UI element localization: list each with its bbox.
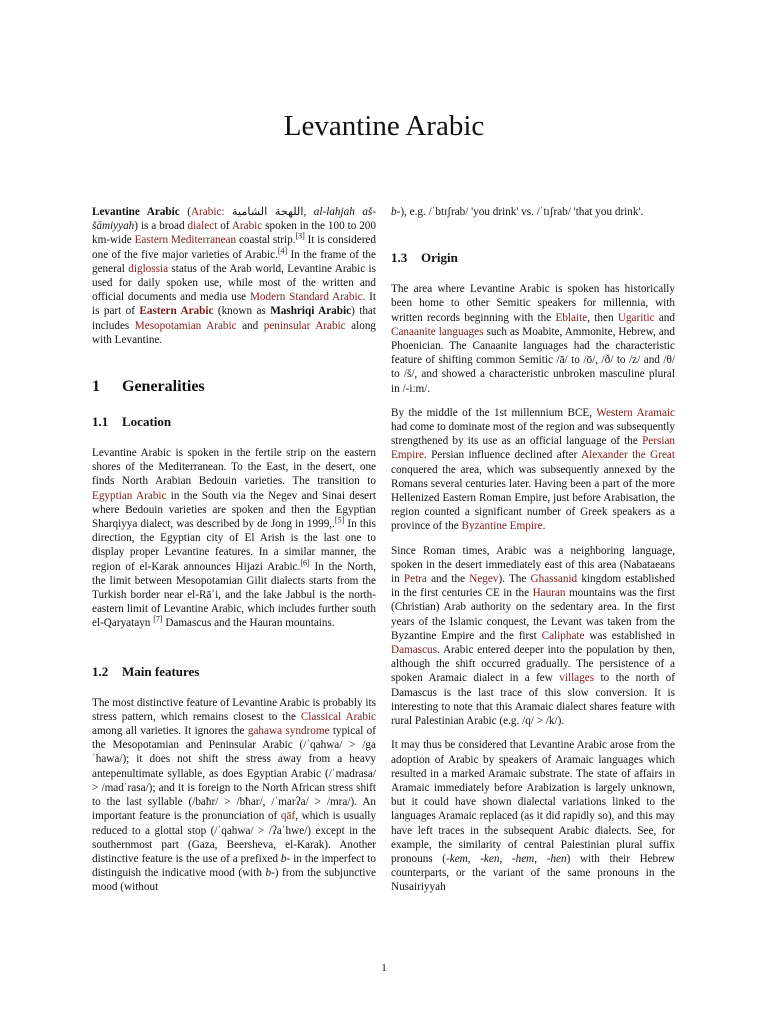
link-eastern-arabic[interactable]: Eastern Arabic (139, 305, 214, 318)
link-alexander-the-great[interactable]: Alexander the Great (581, 449, 675, 462)
link-modern-standard-arabic[interactable]: Modern Standard Arabic (249, 291, 363, 304)
page-title: Levantine Arabic (283, 110, 485, 142)
link-eastern-mediterranean[interactable]: Eastern Mediterranean (134, 234, 237, 247)
link-classical-arabic[interactable]: Classical Arabic (300, 710, 376, 723)
citation-4[interactable]: [4] (277, 245, 288, 255)
link-damascus[interactable]: Damascus (391, 644, 437, 657)
link-gahawa-syndrome[interactable]: gahawa syndrome (247, 725, 330, 738)
link-ugaritic[interactable]: Ugaritic (617, 311, 655, 324)
link-petra[interactable]: Petra (403, 573, 427, 586)
origin-paragraph-4: It may thus be considered that Levantine Arabic arose from the adoption of Arabic by speakers of Aramaic languages which resulted in a marked Aramaic substrate. The state of affairs in Aramaic immediately before Arabization is largely unknown, but it could have shown dialectal variations linked to the languages Aramaic replaced (as it did rapidly so), and this may have left traces in the subsequent Arabic dialects. See, for example, the similarity of central Palestinian plural suffix pronouns (-kem, -ken, -hem, -hen) with their Hebrew counterparts, or the variant of the same pronouns in the Nusairiyyah (391, 739, 676, 894)
right-column (391, 205, 675, 895)
intro-paragraph: Levantine Arabic (Arabic: اللهجة الشامية, al-lahjah aš-šāmiyyah) is a broad dialect of Arabic spoken in the 100 to 200 km-wide Eastern Mediterranean coastal strip.[3] It is considered one of the five major varieties of Arabic.[4] In the frame of the general diglossia status of the Arab world, Levantine Arabic is used for daily spoken use, while most of the written and official documents and media use Modern Standard Arabic. It is part of Eastern Arabic (known as Mashriqi Arabic) that includes Mesopotamian Arabic and peninsular Arabic along with Levantine. (92, 206, 377, 346)
link-arabic[interactable]: Arabic: (190, 206, 225, 218)
link-hauran[interactable]: Hauran (532, 587, 566, 600)
link-mesopotamian-arabic[interactable]: Mesopotamian Arabic (134, 319, 237, 332)
article-term: Levantine Arabic (92, 206, 180, 218)
citation-5[interactable]: [5] (334, 515, 345, 525)
left-column (92, 205, 376, 895)
link-arabic-2[interactable]: Arabic (231, 220, 263, 233)
link-diglossia[interactable]: diglossia (128, 262, 169, 275)
section-heading-location: 1.1 Location (92, 414, 172, 430)
mashriqi-arabic: Mashriqi Arabic (270, 305, 352, 318)
location-paragraph: Levantine Arabic is spoken in the fertile strip on the eastern shores of the Mediterranean. To the East, in the desert, one finds North Arabian Bedouin varieties. The transition to Egyptian Arabic in the South via the Negev and Sinai desert where Bedouin varieties are spoken and then the Egyptian Sharqiyya dialect, was described by de Jong in 1999,.[5] In this direction, the Egyptian city of El Arish is the last one to display proper Levantine features. In a similar manner, the region of el-Karak announces Hijazi Arabic.[6] In the North, the limit between Mesopotamian Gilit dialects starts from the Turkish border near el-Rāʿi, and the lake Jabbul is the north-eastern limit of Levantine Arabic, which includes further south el-Qaryatayn [7] Damascus and the Hauran mountains. (92, 447, 376, 630)
citation-3[interactable]: [3] (295, 231, 305, 241)
link-ghassanid[interactable]: Ghassanid (530, 573, 578, 586)
origin-paragraph-2: By the middle of the 1st millennium BCE, Western Aramaic had come to dominate most of the region and was subsequently strengthened by its use as an official language of the Persian Empire. Persian influence declined after Alexander the Great conquered the area, which was subsequently annexed by the Romans several centuries later. Having been a part of the more Hellenized Eastern Roman Empire, just before Arabisation, the region counted a significant number of Greek speakers as a province of the Byzantine Empire. (391, 406, 675, 533)
link-villages[interactable]: villages (559, 672, 595, 685)
link-western-aramaic[interactable]: Western Aramaic (596, 406, 675, 419)
citation-7[interactable]: [7] (153, 614, 163, 624)
origin-paragraph-1: The area where Levantine Arabic is spoken has historically been home to other Semitic speakers for millennia, with written records beginning with the Eblaite, then Ugaritic and Canaanite languages such as Moabite, Ammonite, Hebrew, and Phoenician. The Canaanite languages had the characteristic feature of shifting common Semitic /ā/ to /ō/, /ð/ to /z/ and /θ/ to /š/, and showed a characteristic unbroken masculine plural in /-iːm/. (391, 283, 675, 395)
main-features-paragraph: The most distinctive feature of Levantine Arabic is probably its stress pattern, which remains closest to the Classical Arabic among all varieties. It ignores the gahawa syndrome typical of the Mesopotamian and Peninsular Arabic (/ˈqahwa/ > /gaˈhawa/); it does not shift the stress away from a heavy antepenultimate syllable, as does Egyptian Arabic (/ˈmadrasa/ > /madˈrasa/); and it is foreign to the North African stress shift to the last syllable (/baħr/ > /bħar/, /ˈmarʔa/ > /mra/). An important feature is the pronunciation of qāf, which is usually reduced to a glottal stop (/ˈqahwa/ > /ʔaˈhwe/) except in the southernmost part (Gaza, Beersheva, el-Karak). Another distinctive feature is the use of a prefixed b- in the imperfect to distinguish the indicative mood (with b-) from the subjunctive mood (without (92, 696, 376, 894)
link-caliphate[interactable]: Caliphate (541, 629, 585, 642)
arabic-script: اللهجة الشامية (224, 206, 304, 218)
page-number: 1 (381, 962, 387, 974)
section-heading-origin: 1.3 Origin (391, 250, 458, 266)
section-heading-main-features: 1.2 Main features (92, 663, 200, 679)
origin-paragraph-3: Since Roman times, Arabic was a neighboring language, spoken in the desert immediately east of this area (Nabataeans in Petra and the Negev). The Ghassanid kingdom established in the first centuries CE in the Hauran mountains was the first (Christian) Arab authority on the sedentary area. In the first years of the Islamic conquest, the Levant was taken from the Byzantine Empire and the first Caliphate was established in Damascus. Arabic entered deeper into the population by then, although the shift occurred gradually. The persistence of a spoken Aramaic dialect in a few villages to the north of Damascus is the last trace of this slow conversion. It is interesting to note that this Aramaic dialect shares feature with rural Palestinian Arabic (e.g. /q/ > /k/). (391, 544, 676, 728)
link-eblaite[interactable]: Eblaite (555, 311, 588, 324)
citation-6[interactable]: [6] (300, 557, 310, 567)
link-byzantine-empire[interactable]: Byzantine Empire (461, 520, 543, 533)
link-persian-empire[interactable]: Persian Empire (391, 435, 675, 462)
section-heading-generalities: 1 Generalities (92, 378, 205, 396)
link-peninsular-arabic[interactable]: peninsular Arabic (263, 319, 346, 332)
link-qaf[interactable]: qāf (280, 810, 296, 823)
link-canaanite-languages[interactable]: Canaanite languages (391, 325, 484, 338)
main-features-continued: b-), e.g. /ˈbtɪʃrab/ 'you drink' vs. /ˈtɪʃrab/ 'that you drink'. (391, 206, 644, 218)
link-dialect[interactable]: dialect (187, 220, 218, 233)
link-egyptian-arabic[interactable]: Egyptian Arabic (92, 489, 167, 502)
transliteration: , al-lahjah aš-šāmiyyah (92, 206, 376, 233)
link-negev[interactable]: Negev (469, 573, 499, 586)
